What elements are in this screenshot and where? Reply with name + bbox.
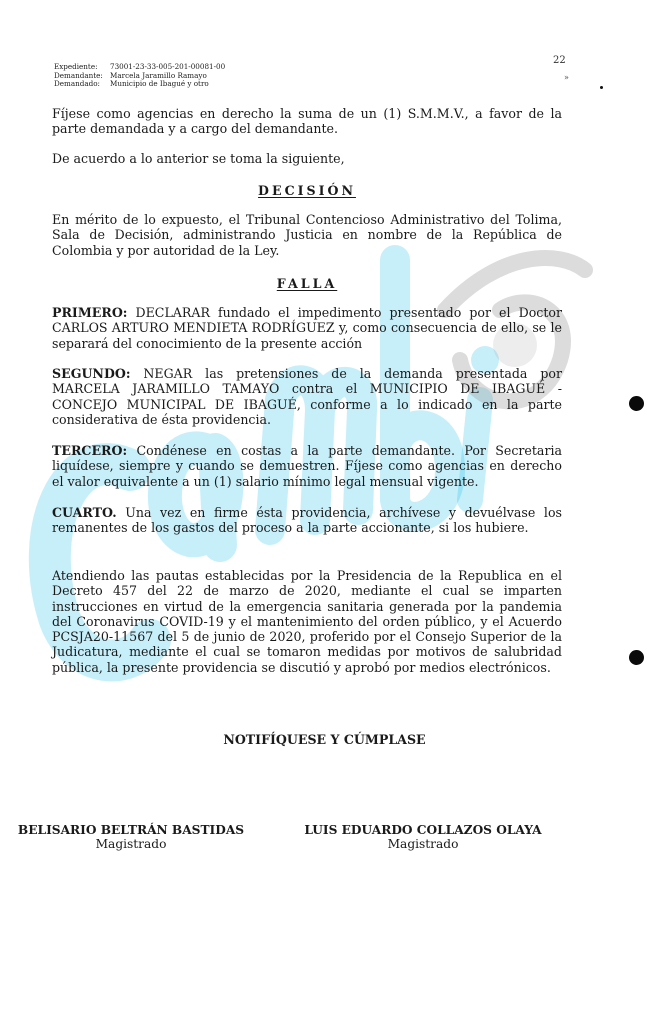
demandado-value: Municipio de Ibagué y otro bbox=[110, 79, 209, 89]
case-header bbox=[54, 63, 225, 89]
primero-text: DECLARAR fundado el impedimento presentado por el Doctor CARLOS ARTURO MENDIETA RODRÍGUEZ y, como consecuencia de ello, se le separará del conocimiento de la presente acción bbox=[52, 305, 562, 351]
expediente-label: Expediente: bbox=[54, 62, 98, 71]
scan-hole-dot bbox=[629, 650, 644, 665]
page-number: 22 bbox=[553, 55, 566, 66]
paragraph-segundo bbox=[52, 366, 562, 427]
paragraph-agencias: Fíjese como agencias en derecho la suma de un (1) S.M.M.V., a favor de la parte demandada y a cargo del demandante. bbox=[52, 106, 562, 137]
closing-notifiquese: NOTIFÍQUESE Y CÚMPLASE bbox=[223, 732, 426, 747]
tercero-text: Condénese en costas a la parte demandante. Por Secretaria liquídese, siempre y cuando se demuestren. Fíjese como agencias en derecho el valor equivalente a un (1) salario mínimo legal mensual vigente. bbox=[52, 443, 562, 489]
signature-block-2 bbox=[303, 823, 543, 851]
scan-speck bbox=[600, 86, 603, 89]
signature-role-2: Magistrado bbox=[387, 837, 459, 851]
scan-hole-dot bbox=[629, 396, 644, 411]
paragraph-merito: En mérito de lo expuesto, el Tribunal Contencioso Administrativo del Tolima, Sala de Decisión, administrando Justicia en nombre de la República de Colombia y por autoridad de la Ley. bbox=[52, 212, 562, 258]
signature-name-1: BELISARIO BELTRÁN BASTIDAS bbox=[17, 823, 245, 837]
paragraph-cuarto bbox=[52, 505, 562, 536]
paragraph-primero bbox=[52, 305, 562, 351]
demandante-value: Marcela Jaramillo Ramayo bbox=[110, 70, 207, 80]
paragraph-tercero bbox=[52, 443, 562, 489]
cuarto-label: CUARTO. bbox=[52, 505, 117, 520]
page-tick-mark: » bbox=[564, 73, 569, 82]
signature-role-1: Magistrado bbox=[95, 837, 167, 851]
paragraph-acuerdo: De acuerdo a lo anterior se toma la siguiente, bbox=[52, 151, 345, 166]
expediente-value: 73001-23-33-005-201-00081-00 bbox=[110, 62, 226, 71]
segundo-label: SEGUNDO: bbox=[52, 366, 131, 381]
tercero-label: TERCERO: bbox=[52, 443, 128, 458]
cuarto-text: Una vez en firme ésta providencia, archívese y devuélvase los remanentes de los gastos del proceso a la parte accionante, si los hubiere. bbox=[52, 505, 562, 536]
heading-falla: FALLA bbox=[276, 276, 338, 291]
signature-name-2: LUIS EDUARDO COLLAZOS OLAYA bbox=[304, 823, 542, 837]
demandado-label: Demandado: bbox=[54, 79, 100, 89]
demandante-label: Demandante: bbox=[54, 70, 103, 80]
signature-block-1 bbox=[14, 823, 248, 851]
segundo-text: NEGAR las pretensiones de la demanda presentada por MARCELA JARAMILLO TAMAYO contra el MUNICIPIO DE IBAGUÉ - CONCEJO MUNICIPAL DE IBAGUÉ, conforme a lo indicado en la parte considerativa de ésta providencia. bbox=[52, 366, 562, 427]
paragraph-decreto: Atendiendo las pautas establecidas por la Presidencia de la Republica en el Decreto 457 del 22 de marzo de 2020, mediante el cual se imparten instrucciones en virtud de la emergencia sanitaria generada por la pandemia del Coronavirus COVID-19 y el mantenimiento del orden público, y el Acuerdo PCSJA20-11567 del 5 de junio de 2020, proferido por el Consejo Superior de la Judicatura, mediante el cual se tomaron medidas por motivos de salubridad pública, la presente providencia se discutió y aprobó por medios electrónicos. bbox=[52, 568, 562, 675]
primero-label: PRIMERO: bbox=[52, 305, 128, 320]
heading-decision: DECISIÓN bbox=[258, 183, 356, 198]
